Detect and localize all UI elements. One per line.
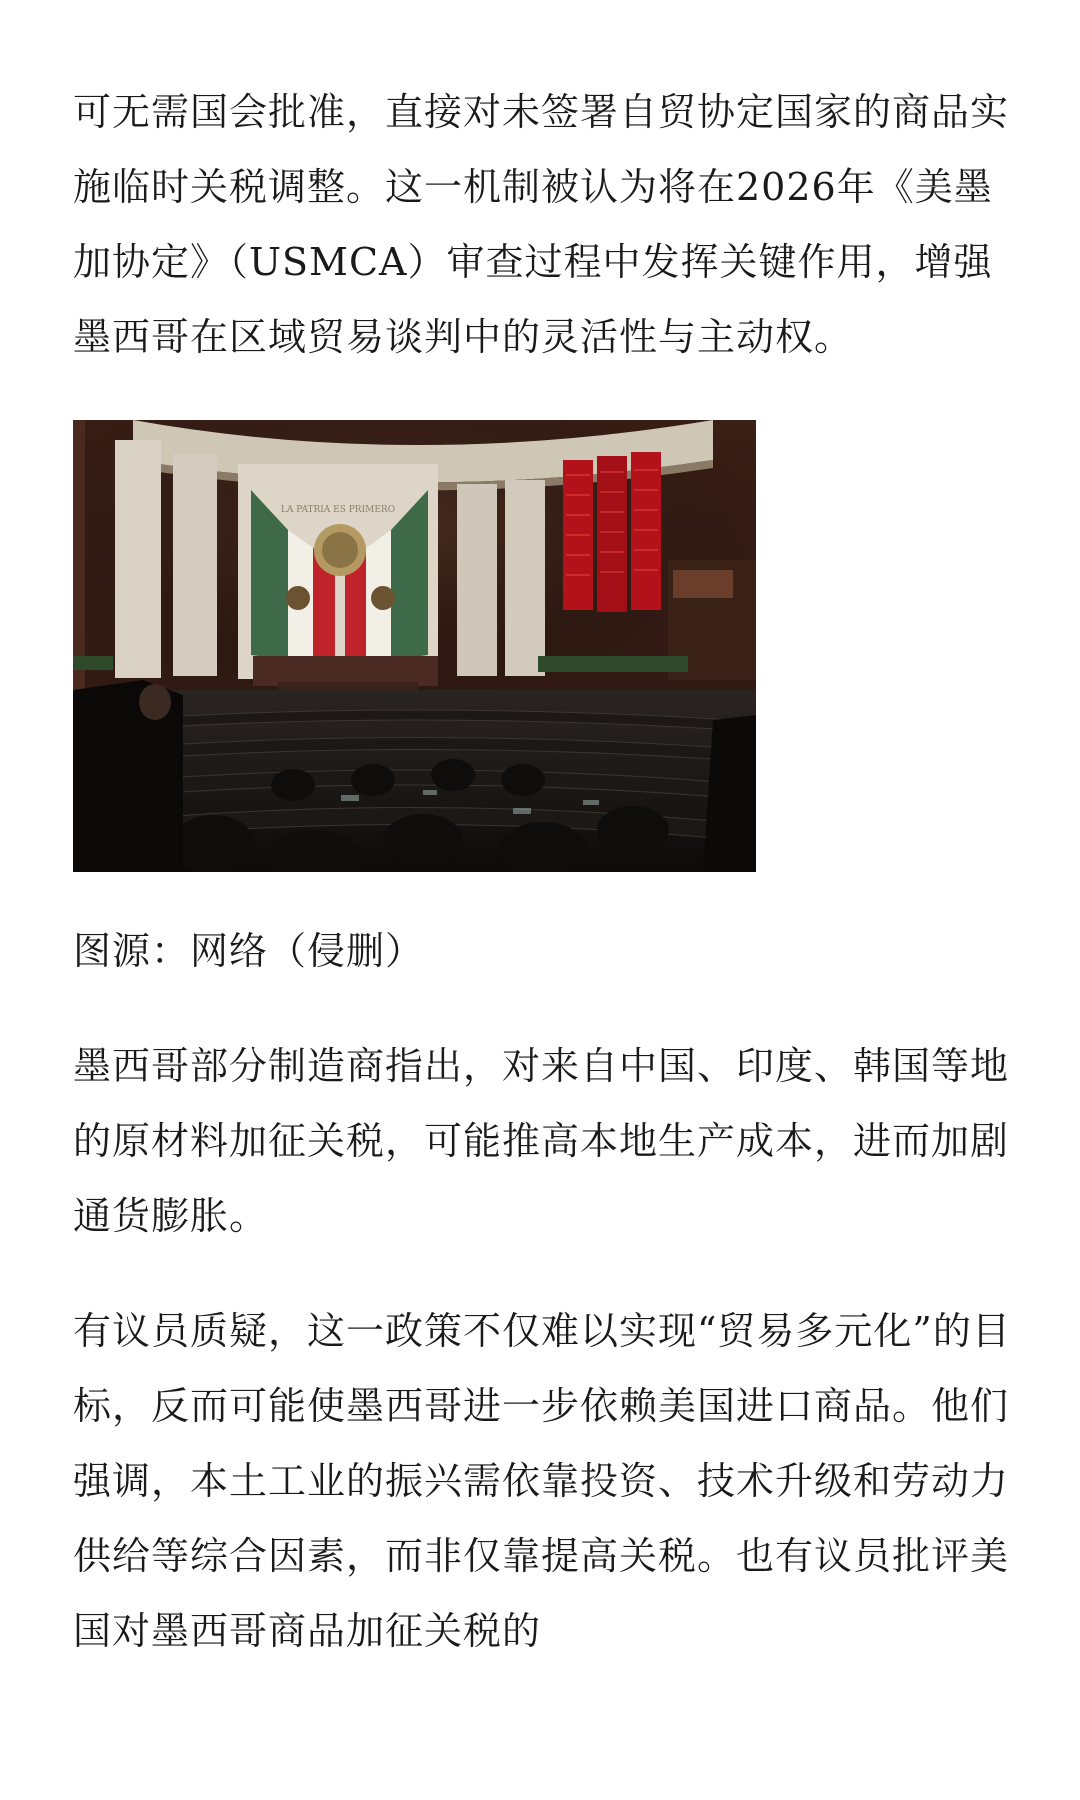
banner-text: LA PATRIA ES PRIMERO (280, 505, 396, 515)
chamber-photo (73, 420, 756, 872)
image-caption: 图源：网络（侵删） (73, 929, 425, 973)
article-body (73, 75, 1013, 1669)
paragraph-2: 墨西哥部分制造商指出，对来自中国、印度、韩国等地的原材料加征关税，可能推高本地生产成本，进而加剧通货膨胀。 (73, 1044, 1010, 1238)
paragraph-3: 有议员质疑，这一政策不仅难以实现“贸易多元化”的目标，反而可能使墨西哥进一步依赖美国进口商品。他们强调，本土工业的振兴需依靠投资、技术升级和劳动力供给等综合因素，而非仅靠提高关税。也有议员批评美国对墨西哥商品加征关税的 (73, 1309, 1011, 1653)
paragraph-1: 可无需国会批准，直接对未签署自贸协定国家的商品实施临时关税调整。这一机制被认为将在2026年《美墨加协定》（USMCA）审查过程中发挥关键作用，增强墨西哥在区域贸易谈判中的灵活性与主动权。 (73, 90, 1010, 359)
